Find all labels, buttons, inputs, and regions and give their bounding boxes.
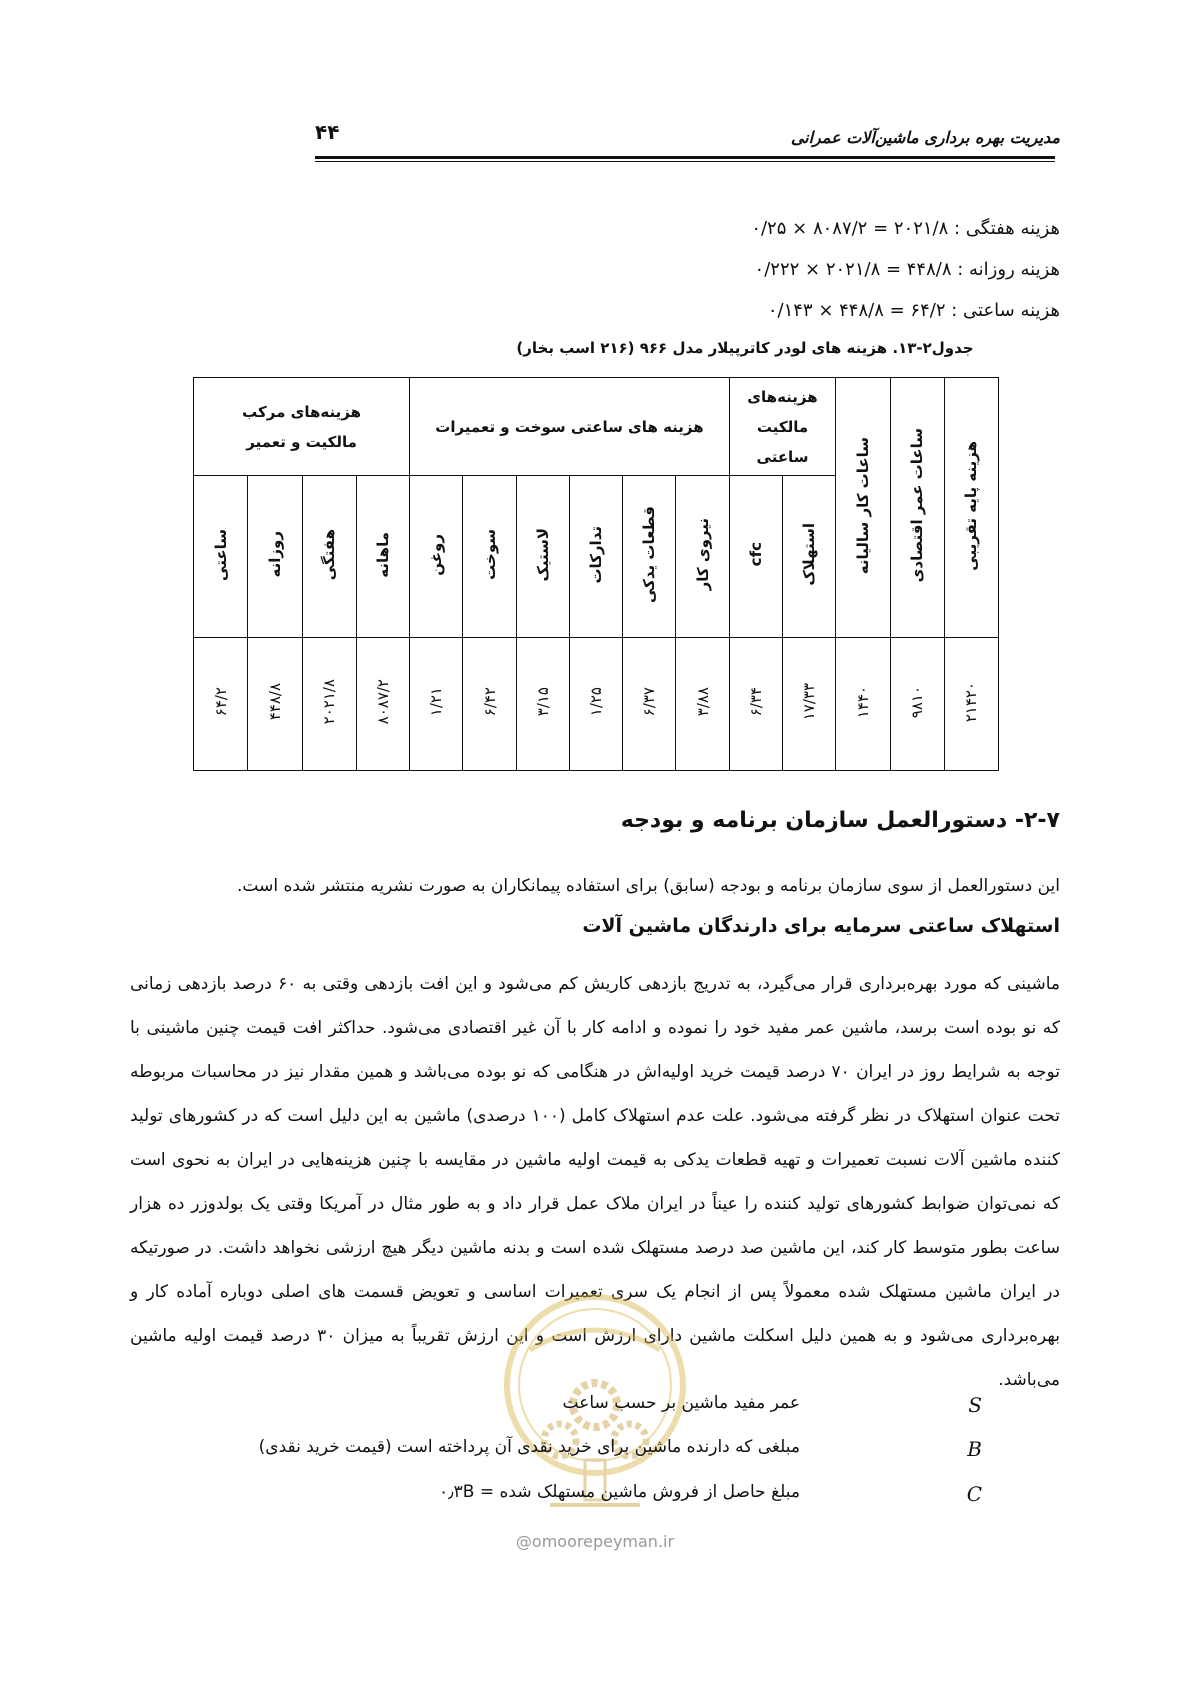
header-economic-life: ساعات عمر اقتصادی [890,378,944,638]
table-cell: ۴۴۸/۸ [248,638,302,771]
table-cell: ۲۱۴۲۰ [944,638,998,771]
subheader-cfc: cfc [729,476,782,638]
definition-symbol: C [966,1482,982,1506]
table-cell: ۶۴/۲ [194,638,248,771]
header-rule [315,156,1055,159]
subheader-oil: روغن [410,476,463,638]
definition-s [130,1393,1060,1423]
definition-b [130,1437,1060,1467]
subheader-labor: نیروی کار [676,476,729,638]
table-cell: ۶/۳۴ [729,638,782,771]
table-caption: جدول۲-۱۳. هزینه های لودر کاترپیلار مدل ۹۶۶ (۲۱۶ اسب بخار) [516,339,974,357]
running-title: مدیریت بهره برداری ماشین‌آلات عمرانی [790,128,1060,147]
formula-daily: هزینه روزانه : ۴۴۸/۸ = ۲۰۲۱/۸ × ۰/۲۲۲ [754,259,1060,280]
header-rule-thin [315,161,1055,162]
watermark-text: @omoorepeyman.ir [515,1532,675,1551]
subheader-daily: روزانه [248,476,302,638]
table-cell: ۳/۸۸ [676,638,729,771]
definition-text: عمر مفید ماشین بر حسب ساعت [562,1393,800,1413]
definition-symbol: S [968,1393,982,1417]
subheader-supplies: تدارکات [569,476,622,638]
table-cell: ۱۴۴۰ [836,638,890,771]
subheader-spare-parts: قطعات یدکی [623,476,676,638]
subheader-fuel: سوخت [463,476,516,638]
definition-text: مبلغی که دارنده ماشین برای خرید نقدی آن پرداخته است (قیمت خرید نقدی) [258,1437,800,1457]
header-combined: هزینه‌های مرکب مالکیت و تعمیر [194,378,410,476]
subheader-weekly: هفتگی [302,476,356,638]
subheader-hourly: ساعتی [194,476,248,638]
formula-hourly: هزینه ساعتی : ۶۴/۲ = ۴۴۸/۸ × ۰/۱۴۳ [767,300,1060,321]
header-annual-hours: ساعات کار سالیانه [836,378,890,638]
subheading: استهلاک ساعتی سرمایه برای دارندگان ماشین آلات [582,915,1060,937]
table-cell: ۳/۱۵ [516,638,569,771]
formula-weekly: هزینه هفتگی : ۲۰۲۱/۸ = ۸۰۸۷/۲ × ۰/۲۵ [751,218,1060,239]
definition-c [130,1482,1060,1512]
table-cell: ۱/۲۱ [410,638,463,771]
section-heading: ۲-۷- دستورالعمل سازمان برنامه و بودجه [620,808,1060,833]
definition-symbol: B [967,1437,982,1461]
intro-text: این دستورالعمل از سوی سازمان برنامه و بودجه (سابق) برای استفاده پیمانکاران به صورت نشریه منتشر شده است. [237,876,1060,896]
subheader-monthly: ماهانه [356,476,409,638]
header-ownership: هزینه‌های مالکیت ساعتی [729,378,836,476]
definition-text: مبلغ حاصل از فروش ماشین مستهلک شده = ۰٫۳B [439,1482,800,1502]
page-number: ۴۴ [315,120,340,144]
table-cell: ۹۸۱۰ [890,638,944,771]
subheader-tires: لاستیک [516,476,569,638]
table-cell: ۸۰۸۷/۲ [356,638,409,771]
table-cell: ۶/۳۷ [623,638,676,771]
table-cell: ۱/۲۵ [569,638,622,771]
header-fuel-repair: هزینه های ساعتی سوخت و تعمیرات [410,378,730,476]
header-base-cost: هزینه پایه تقریبی [944,378,998,638]
subheader-depreciation: استهلاک [783,476,836,638]
body-paragraph: ماشینی که مورد بهره‌برداری قرار می‌گیرد، به تدریج بازدهی کاریش کم می‌شود و این افت بازدهی وقتی به ۶۰ درصد بازدهی زمانی که نو بوده است برسد، ماشین عمر مفید خود را نموده و ادامه کار با آن غیر اقتصادی می‌شود. حداکثر افت قیمت چنین ماشینی با توجه به شرایط روز در ایران ۷۰ درصد قیمت خرید اولیه‌اش در هنگامی که نو بوده می‌باشد و همین مقدار نیز در محاسبات مربوطه تحت عنوان استهلاک در نظر گرفته می‌شود. علت عدم استهلاک کامل (۱۰۰ درصدی) ماشین به این دلیل است که در کشورهای تولید کننده ماشین آلات نسبت تعمیرات و تهیه قطعات یدکی به قیمت اولیه ماشین در مقایسه با چنین هزینه‌هایی در ایران به نحوی است که نمی‌توان ضوابط کشورهای تولید کننده را عیناً در ایران ملاک عمل قرار داد و به طور مثال در آمریکا وقتی یک بولدوزر ده هزار ساعت بطور متوسط کار کند، این ماشین صد درصد مستهلک شده است و بدنه ماشین دیگر هیچ ارزشی نخواهد داشت. در صورتیکه در ایران ماشین مستهلک شده معمولاً پس از انجام یک سری تعمیرات اساسی و تعویض قسمت های اصلی دوباره آماده کار و بهره‌برداری می‌شود و به همین دلیل اسکلت ماشین دارای ارزش است و این ارزش تقریباً به میزان ۳۰ درصد قیمت اولیه ماشین می‌باشد. [130,974,1061,1390]
table-cell: ۲۰۲۱/۸ [302,638,356,771]
table-cell: ۶/۴۲ [463,638,516,771]
table-cell: ۱۷/۳۳ [783,638,836,771]
cost-table [193,377,999,771]
